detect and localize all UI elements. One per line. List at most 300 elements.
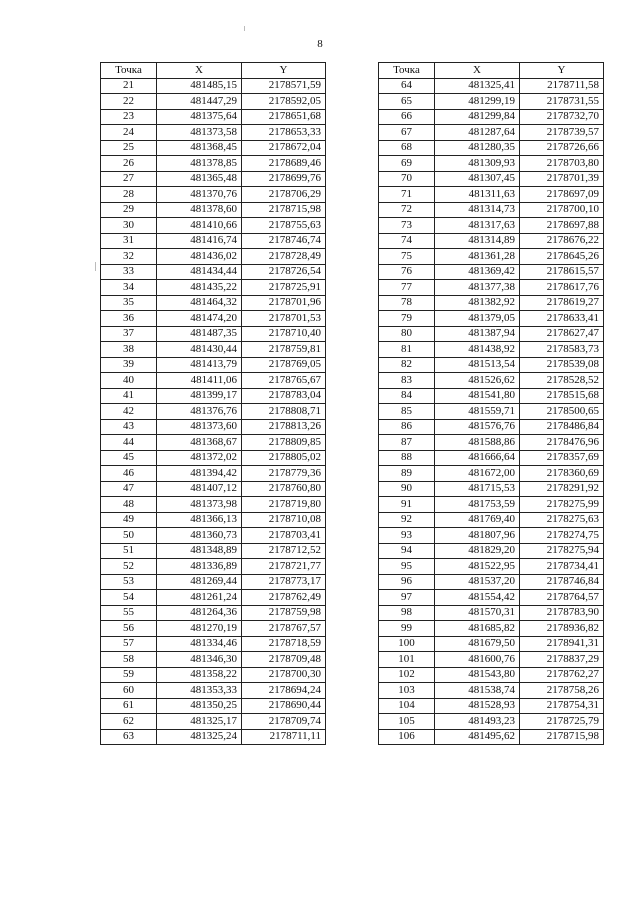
table-header-row xyxy=(101,63,326,79)
x-cell: 481361,28 xyxy=(435,249,520,265)
table-row xyxy=(379,636,604,652)
point-cell: 100 xyxy=(379,636,435,652)
point-cell: 54 xyxy=(101,590,157,606)
y-cell: 2178701,96 xyxy=(242,295,326,311)
x-cell: 481769,40 xyxy=(435,512,520,528)
point-cell: 79 xyxy=(379,311,435,327)
table-row xyxy=(379,125,604,141)
point-cell: 60 xyxy=(101,683,157,699)
y-cell: 2178653,33 xyxy=(242,125,326,141)
table-row xyxy=(379,326,604,342)
table-row xyxy=(101,233,326,249)
y-cell: 2178645,26 xyxy=(520,249,604,265)
point-cell: 50 xyxy=(101,528,157,544)
header-x: X xyxy=(435,63,520,79)
y-cell: 2178360,69 xyxy=(520,466,604,482)
y-cell: 2178759,81 xyxy=(242,342,326,358)
table-row xyxy=(379,481,604,497)
x-cell: 481522,95 xyxy=(435,559,520,575)
x-cell: 481368,45 xyxy=(157,140,242,156)
y-cell: 2178936,82 xyxy=(520,621,604,637)
point-cell: 22 xyxy=(101,94,157,110)
point-cell: 52 xyxy=(101,559,157,575)
y-cell: 2178700,30 xyxy=(242,667,326,683)
point-cell: 63 xyxy=(101,729,157,745)
table-row xyxy=(379,512,604,528)
y-cell: 2178773,17 xyxy=(242,574,326,590)
y-cell: 2178690,44 xyxy=(242,698,326,714)
y-cell: 2178615,57 xyxy=(520,264,604,280)
point-cell: 38 xyxy=(101,342,157,358)
x-cell: 481379,05 xyxy=(435,311,520,327)
table-row xyxy=(101,512,326,528)
y-cell: 2178694,24 xyxy=(242,683,326,699)
y-cell: 2178764,57 xyxy=(520,590,604,606)
x-cell: 481261,24 xyxy=(157,590,242,606)
x-cell: 481666,64 xyxy=(435,450,520,466)
table-row xyxy=(379,109,604,125)
table-row xyxy=(101,249,326,265)
point-cell: 39 xyxy=(101,357,157,373)
table-row xyxy=(379,357,604,373)
table-row xyxy=(379,574,604,590)
header-x: X xyxy=(157,63,242,79)
point-cell: 31 xyxy=(101,233,157,249)
y-cell: 2178712,52 xyxy=(242,543,326,559)
point-cell: 36 xyxy=(101,311,157,327)
point-cell: 65 xyxy=(379,94,435,110)
x-cell: 481334,46 xyxy=(157,636,242,652)
x-cell: 481753,59 xyxy=(435,497,520,513)
point-cell: 87 xyxy=(379,435,435,451)
table-row xyxy=(379,202,604,218)
x-cell: 481387,94 xyxy=(435,326,520,342)
point-cell: 76 xyxy=(379,264,435,280)
table-row xyxy=(379,435,604,451)
y-cell: 2178676,22 xyxy=(520,233,604,249)
table-row xyxy=(379,404,604,420)
y-cell: 2178275,94 xyxy=(520,543,604,559)
table-row xyxy=(379,528,604,544)
y-cell: 2178709,74 xyxy=(242,714,326,730)
y-cell: 2178710,40 xyxy=(242,326,326,342)
table-row xyxy=(101,171,326,187)
table-body-right xyxy=(379,78,604,745)
point-cell: 66 xyxy=(379,109,435,125)
x-cell: 481264,36 xyxy=(157,605,242,621)
y-cell: 2178703,41 xyxy=(242,528,326,544)
x-cell: 481299,84 xyxy=(435,109,520,125)
table-row xyxy=(379,497,604,513)
table-row xyxy=(101,419,326,435)
table-row xyxy=(379,249,604,265)
point-cell: 72 xyxy=(379,202,435,218)
x-cell: 481543,80 xyxy=(435,667,520,683)
point-cell: 42 xyxy=(101,404,157,420)
table-row xyxy=(101,94,326,110)
x-cell: 481336,89 xyxy=(157,559,242,575)
point-cell: 84 xyxy=(379,388,435,404)
x-cell: 481307,45 xyxy=(435,171,520,187)
x-cell: 481375,64 xyxy=(157,109,242,125)
point-cell: 69 xyxy=(379,156,435,172)
table-row xyxy=(101,729,326,745)
x-cell: 481715,53 xyxy=(435,481,520,497)
x-cell: 481314,89 xyxy=(435,233,520,249)
y-cell: 2178715,98 xyxy=(242,202,326,218)
y-cell: 2178697,88 xyxy=(520,218,604,234)
coordinates-table-right xyxy=(378,62,604,745)
x-cell: 481526,62 xyxy=(435,373,520,389)
x-cell: 481350,25 xyxy=(157,698,242,714)
x-cell: 481311,63 xyxy=(435,187,520,203)
table-row xyxy=(101,140,326,156)
point-cell: 64 xyxy=(379,78,435,94)
y-cell: 2178539,08 xyxy=(520,357,604,373)
point-cell: 86 xyxy=(379,419,435,435)
point-cell: 62 xyxy=(101,714,157,730)
table-row xyxy=(379,388,604,404)
table-row xyxy=(101,218,326,234)
y-cell: 2178728,49 xyxy=(242,249,326,265)
y-cell: 2178809,85 xyxy=(242,435,326,451)
y-cell: 2178731,55 xyxy=(520,94,604,110)
y-cell: 2178651,68 xyxy=(242,109,326,125)
y-cell: 2178837,29 xyxy=(520,652,604,668)
y-cell: 2178721,77 xyxy=(242,559,326,575)
x-cell: 481360,73 xyxy=(157,528,242,544)
point-cell: 89 xyxy=(379,466,435,482)
point-cell: 29 xyxy=(101,202,157,218)
x-cell: 481436,02 xyxy=(157,249,242,265)
table-row xyxy=(379,311,604,327)
y-cell: 2178725,91 xyxy=(242,280,326,296)
table-row xyxy=(379,295,604,311)
x-cell: 481410,66 xyxy=(157,218,242,234)
x-cell: 481485,15 xyxy=(157,78,242,94)
x-cell: 481541,80 xyxy=(435,388,520,404)
table-row xyxy=(101,435,326,451)
table-row xyxy=(101,295,326,311)
table-row xyxy=(379,187,604,203)
x-cell: 481434,44 xyxy=(157,264,242,280)
y-cell: 2178734,41 xyxy=(520,559,604,575)
y-cell: 2178689,46 xyxy=(242,156,326,172)
point-cell: 91 xyxy=(379,497,435,513)
point-cell: 101 xyxy=(379,652,435,668)
point-cell: 94 xyxy=(379,543,435,559)
table-row xyxy=(379,342,604,358)
point-cell: 61 xyxy=(101,698,157,714)
table-row xyxy=(379,605,604,621)
x-cell: 481407,12 xyxy=(157,481,242,497)
scan-mark xyxy=(95,262,96,271)
y-cell: 2178726,66 xyxy=(520,140,604,156)
point-cell: 27 xyxy=(101,171,157,187)
y-cell: 2178805,02 xyxy=(242,450,326,466)
x-cell: 481829,20 xyxy=(435,543,520,559)
x-cell: 481373,98 xyxy=(157,497,242,513)
point-cell: 25 xyxy=(101,140,157,156)
table-row xyxy=(101,621,326,637)
y-cell: 2178746,84 xyxy=(520,574,604,590)
y-cell: 2178515,68 xyxy=(520,388,604,404)
table-row xyxy=(379,264,604,280)
table-row xyxy=(101,714,326,730)
y-cell: 2178701,53 xyxy=(242,311,326,327)
y-cell: 2178719,80 xyxy=(242,497,326,513)
x-cell: 481600,76 xyxy=(435,652,520,668)
table-row xyxy=(101,202,326,218)
x-cell: 481348,89 xyxy=(157,543,242,559)
point-cell: 90 xyxy=(379,481,435,497)
x-cell: 481353,33 xyxy=(157,683,242,699)
table-row xyxy=(101,109,326,125)
table-row xyxy=(101,559,326,575)
table-row xyxy=(379,590,604,606)
y-cell: 2178746,74 xyxy=(242,233,326,249)
x-cell: 481538,74 xyxy=(435,683,520,699)
x-cell: 481378,60 xyxy=(157,202,242,218)
point-cell: 83 xyxy=(379,373,435,389)
y-cell: 2178726,54 xyxy=(242,264,326,280)
x-cell: 481413,79 xyxy=(157,357,242,373)
point-cell: 46 xyxy=(101,466,157,482)
point-cell: 48 xyxy=(101,497,157,513)
table-row xyxy=(101,404,326,420)
point-cell: 92 xyxy=(379,512,435,528)
table-row xyxy=(379,621,604,637)
x-cell: 481325,24 xyxy=(157,729,242,745)
point-cell: 30 xyxy=(101,218,157,234)
x-cell: 481317,63 xyxy=(435,218,520,234)
point-cell: 85 xyxy=(379,404,435,420)
y-cell: 2178762,49 xyxy=(242,590,326,606)
table-row xyxy=(101,481,326,497)
point-cell: 81 xyxy=(379,342,435,358)
table-row xyxy=(379,683,604,699)
x-cell: 481554,42 xyxy=(435,590,520,606)
x-cell: 481376,76 xyxy=(157,404,242,420)
point-cell: 98 xyxy=(379,605,435,621)
table-row xyxy=(101,311,326,327)
x-cell: 481430,44 xyxy=(157,342,242,358)
point-cell: 75 xyxy=(379,249,435,265)
y-cell: 2178710,08 xyxy=(242,512,326,528)
y-cell: 2178769,05 xyxy=(242,357,326,373)
point-cell: 40 xyxy=(101,373,157,389)
x-cell: 481270,19 xyxy=(157,621,242,637)
table-row xyxy=(101,590,326,606)
point-cell: 103 xyxy=(379,683,435,699)
y-cell: 2178706,29 xyxy=(242,187,326,203)
y-cell: 2178617,76 xyxy=(520,280,604,296)
y-cell: 2178758,26 xyxy=(520,683,604,699)
x-cell: 481382,92 xyxy=(435,295,520,311)
point-cell: 102 xyxy=(379,667,435,683)
header-point: Точка xyxy=(379,63,435,79)
table-row xyxy=(379,218,604,234)
y-cell: 2178699,76 xyxy=(242,171,326,187)
point-cell: 51 xyxy=(101,543,157,559)
table-row xyxy=(101,78,326,94)
table-row xyxy=(101,342,326,358)
x-cell: 481378,85 xyxy=(157,156,242,172)
point-cell: 47 xyxy=(101,481,157,497)
y-cell: 2178500,65 xyxy=(520,404,604,420)
point-cell: 68 xyxy=(379,140,435,156)
point-cell: 77 xyxy=(379,280,435,296)
x-cell: 481373,60 xyxy=(157,419,242,435)
y-cell: 2178697,09 xyxy=(520,187,604,203)
point-cell: 97 xyxy=(379,590,435,606)
y-cell: 2178711,58 xyxy=(520,78,604,94)
table-row xyxy=(379,466,604,482)
x-cell: 481377,38 xyxy=(435,280,520,296)
point-cell: 106 xyxy=(379,729,435,745)
point-cell: 78 xyxy=(379,295,435,311)
x-cell: 481474,20 xyxy=(157,311,242,327)
y-cell: 2178759,98 xyxy=(242,605,326,621)
y-cell: 2178701,39 xyxy=(520,171,604,187)
table-row xyxy=(101,574,326,590)
y-cell: 2178672,04 xyxy=(242,140,326,156)
header-y: Y xyxy=(520,63,604,79)
y-cell: 2178275,99 xyxy=(520,497,604,513)
y-cell: 2178627,47 xyxy=(520,326,604,342)
point-cell: 33 xyxy=(101,264,157,280)
x-cell: 481588,86 xyxy=(435,435,520,451)
point-cell: 58 xyxy=(101,652,157,668)
point-cell: 49 xyxy=(101,512,157,528)
y-cell: 2178808,71 xyxy=(242,404,326,420)
table-row xyxy=(379,78,604,94)
table-row xyxy=(379,652,604,668)
y-cell: 2178765,67 xyxy=(242,373,326,389)
point-cell: 105 xyxy=(379,714,435,730)
y-cell: 2178755,63 xyxy=(242,218,326,234)
x-cell: 481373,58 xyxy=(157,125,242,141)
y-cell: 2178571,59 xyxy=(242,78,326,94)
point-cell: 71 xyxy=(379,187,435,203)
y-cell: 2178592,05 xyxy=(242,94,326,110)
y-cell: 2178275,63 xyxy=(520,512,604,528)
scan-mark xyxy=(244,26,245,31)
x-cell: 481679,50 xyxy=(435,636,520,652)
x-cell: 481672,00 xyxy=(435,466,520,482)
table-row xyxy=(379,419,604,435)
x-cell: 481528,93 xyxy=(435,698,520,714)
point-cell: 57 xyxy=(101,636,157,652)
x-cell: 481576,76 xyxy=(435,419,520,435)
y-cell: 2178941,31 xyxy=(520,636,604,652)
point-cell: 88 xyxy=(379,450,435,466)
x-cell: 481438,92 xyxy=(435,342,520,358)
table-row xyxy=(379,559,604,575)
point-cell: 73 xyxy=(379,218,435,234)
y-cell: 2178486,84 xyxy=(520,419,604,435)
x-cell: 481369,42 xyxy=(435,264,520,280)
y-cell: 2178274,75 xyxy=(520,528,604,544)
table-row xyxy=(101,388,326,404)
y-cell: 2178476,96 xyxy=(520,435,604,451)
x-cell: 481269,44 xyxy=(157,574,242,590)
point-cell: 95 xyxy=(379,559,435,575)
table-row xyxy=(379,698,604,714)
point-cell: 93 xyxy=(379,528,435,544)
y-cell: 2178619,27 xyxy=(520,295,604,311)
coordinates-table-left xyxy=(100,62,326,745)
y-cell: 2178725,79 xyxy=(520,714,604,730)
x-cell: 481416,74 xyxy=(157,233,242,249)
x-cell: 481299,19 xyxy=(435,94,520,110)
table-row xyxy=(101,326,326,342)
y-cell: 2178718,59 xyxy=(242,636,326,652)
table-row xyxy=(379,373,604,389)
x-cell: 481370,76 xyxy=(157,187,242,203)
y-cell: 2178711,11 xyxy=(242,729,326,745)
table-row xyxy=(101,373,326,389)
table-row xyxy=(379,450,604,466)
x-cell: 481487,35 xyxy=(157,326,242,342)
point-cell: 82 xyxy=(379,357,435,373)
table-row xyxy=(379,280,604,296)
table-row xyxy=(101,466,326,482)
point-cell: 37 xyxy=(101,326,157,342)
point-cell: 28 xyxy=(101,187,157,203)
y-cell: 2178754,31 xyxy=(520,698,604,714)
point-cell: 24 xyxy=(101,125,157,141)
table-row xyxy=(101,543,326,559)
table-row xyxy=(379,156,604,172)
y-cell: 2178767,57 xyxy=(242,621,326,637)
x-cell: 481464,32 xyxy=(157,295,242,311)
table-row xyxy=(379,729,604,745)
point-cell: 70 xyxy=(379,171,435,187)
x-cell: 481435,22 xyxy=(157,280,242,296)
y-cell: 2178703,80 xyxy=(520,156,604,172)
y-cell: 2178357,69 xyxy=(520,450,604,466)
y-cell: 2178291,92 xyxy=(520,481,604,497)
point-cell: 34 xyxy=(101,280,157,296)
x-cell: 481346,30 xyxy=(157,652,242,668)
table-row xyxy=(101,683,326,699)
y-cell: 2178709,48 xyxy=(242,652,326,668)
table-row xyxy=(379,714,604,730)
y-cell: 2178633,41 xyxy=(520,311,604,327)
table-header-row xyxy=(379,63,604,79)
point-cell: 43 xyxy=(101,419,157,435)
point-cell: 23 xyxy=(101,109,157,125)
x-cell: 481537,20 xyxy=(435,574,520,590)
x-cell: 481365,48 xyxy=(157,171,242,187)
point-cell: 21 xyxy=(101,78,157,94)
y-cell: 2178739,57 xyxy=(520,125,604,141)
table-row xyxy=(101,264,326,280)
point-cell: 35 xyxy=(101,295,157,311)
point-cell: 59 xyxy=(101,667,157,683)
table-row xyxy=(101,605,326,621)
table-row xyxy=(101,156,326,172)
x-cell: 481314,73 xyxy=(435,202,520,218)
x-cell: 481559,71 xyxy=(435,404,520,420)
x-cell: 481807,96 xyxy=(435,528,520,544)
table-row xyxy=(101,357,326,373)
table-row xyxy=(379,140,604,156)
x-cell: 481287,64 xyxy=(435,125,520,141)
table-row xyxy=(379,667,604,683)
table-row xyxy=(379,171,604,187)
